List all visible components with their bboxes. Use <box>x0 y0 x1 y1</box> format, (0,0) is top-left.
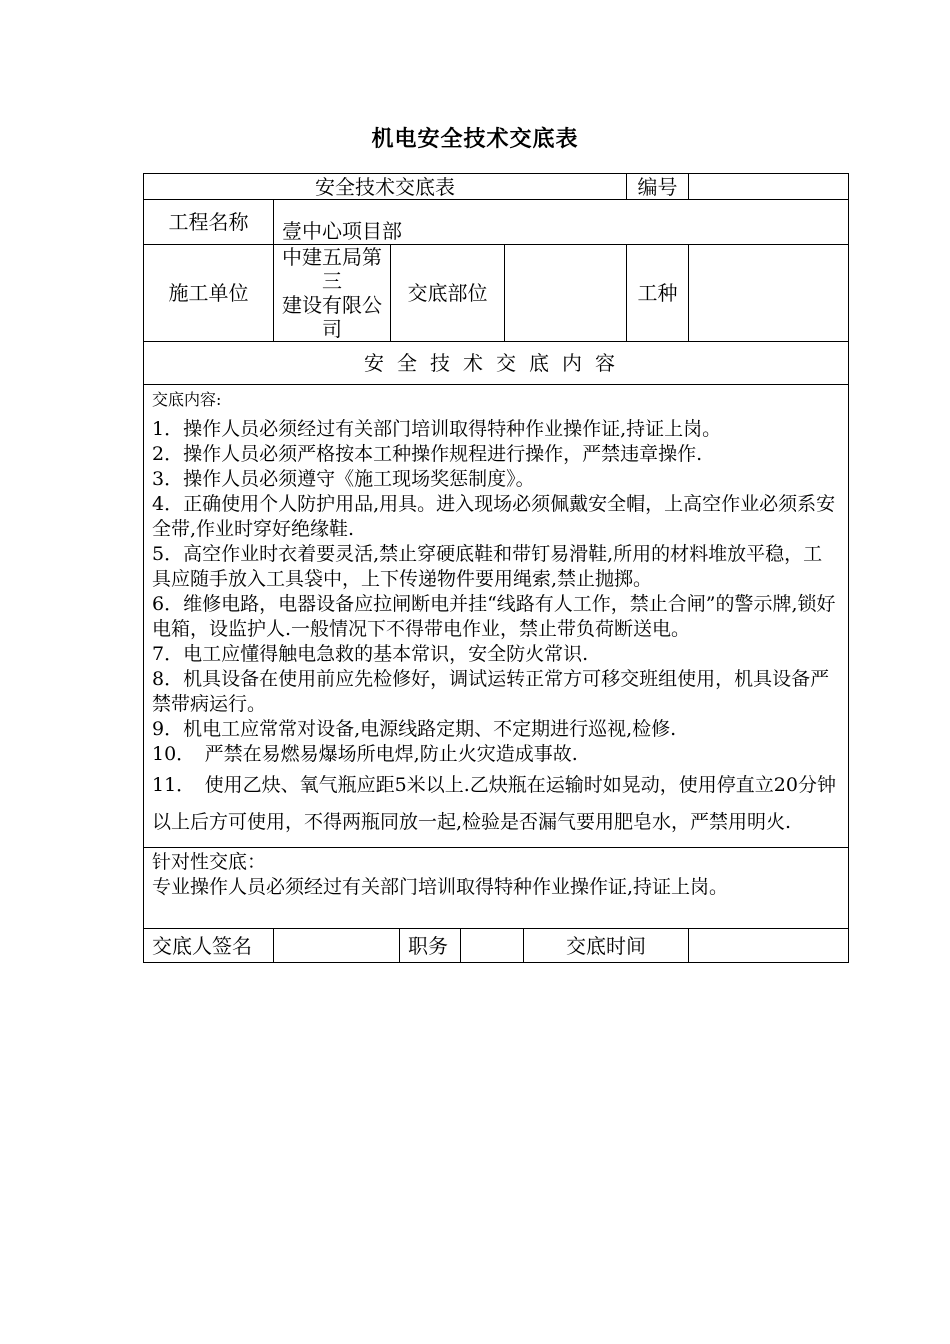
signer-position-label-cell <box>400 929 461 963</box>
position-label: 交底部位 <box>407 281 488 305</box>
time-label-cell <box>524 929 689 963</box>
signer-position-field[interactable] <box>461 929 524 963</box>
unit-label-cell <box>144 245 274 342</box>
content-item-4: 4．正确使用个人防护用品,用具。进入现场必须佩戴安全帽，上高空作业必须系安全带,作业时穿好绝缘鞋. <box>152 493 836 540</box>
safety-disclosure-form <box>143 173 849 963</box>
content-item-5: 5．高空作业时衣着要灵活,禁止穿硬底鞋和带钉易滑鞋,所用的材料堆放平稳，工具应随手放入工具袋中，上下传递物件要用绳索,禁止抛掷。 <box>152 543 823 590</box>
content-item-1: 1．操作人员必须经过有关部门培训取得特种作业操作证,持证上岗。 <box>152 418 722 440</box>
project-value: 壹中心项目部 <box>282 219 402 243</box>
signer-label-cell <box>144 929 274 963</box>
trade-label: 工种 <box>637 281 678 305</box>
time-label: 交底时间 <box>566 933 646 958</box>
project-value-cell[interactable] <box>274 200 849 245</box>
number-field[interactable] <box>689 174 849 200</box>
content-item-8: 8．机具设备在使用前应先检修好，调试运转正常方可移交班组使用，机具设备严禁带病运行。 <box>152 668 830 715</box>
content-item-2: 2．操作人员必须严格按本工种操作规程进行操作，严禁违章操作. <box>152 443 703 465</box>
signer-field[interactable] <box>274 929 400 963</box>
unit-value-line2: 建设有限公司 <box>282 293 382 341</box>
content-item-10: 10． 严禁在易燃易爆场所电焊,防止火灾造成事故. <box>152 743 578 765</box>
section-title: 安全技术交底内容 <box>364 351 628 375</box>
project-label-cell <box>144 200 274 245</box>
unit-value-cell[interactable] <box>274 245 391 342</box>
position-field[interactable] <box>505 245 627 342</box>
signer-position-label: 职务 <box>408 933 448 958</box>
project-label: 工程名称 <box>168 210 249 234</box>
document-title: 机电安全技术交底表 <box>371 127 579 152</box>
content-cell <box>144 385 849 848</box>
signer-label: 交底人签名 <box>152 933 252 958</box>
content-item-3: 3．操作人员必须遵守《施工现场奖惩制度》。 <box>152 468 535 490</box>
section-title-cell <box>144 342 849 385</box>
trade-field[interactable] <box>689 245 849 342</box>
unit-value-line1: 中建五局第三 <box>282 245 382 293</box>
content-item-6: 6．维修电路，电器设备应拉闸断电并挂“线路有人工作，禁止合闸”的警示牌,锁好电箱，设监护人.一般情况下不得带电作业，禁止带负荷断送电。 <box>152 593 836 640</box>
targeted-cell <box>144 848 849 929</box>
content-item-11: 11． 使用乙炔、氧气瓶应距5米以上.乙炔瓶在运输时如晃动，使用停直立20分钟以上后方可使用，不得两瓶同放一起,检验是否漏气要用肥皂水，严禁用明火. <box>152 774 836 833</box>
form-name: 安全技术交底表 <box>315 174 455 199</box>
position-label-cell <box>391 245 505 342</box>
content-item-7: 7．电工应懂得触电急救的基本常识，安全防火常识. <box>152 643 589 665</box>
targeted-text: 专业操作人员必须经过有关部门培训取得特种作业操作证,持证上岗。 <box>152 876 729 898</box>
trade-label-cell <box>627 245 689 342</box>
unit-label: 施工单位 <box>168 281 249 305</box>
form-name-cell <box>144 174 627 200</box>
targeted-label: 针对性交底： <box>152 851 267 873</box>
time-field[interactable] <box>689 929 849 963</box>
number-label: 编号 <box>637 174 678 199</box>
number-label-cell <box>627 174 689 200</box>
content-label: 交底内容: <box>152 390 222 409</box>
content-item-9: 9．机电工应常常对设备,电源线路定期、不定期进行巡视,检修. <box>152 718 677 740</box>
